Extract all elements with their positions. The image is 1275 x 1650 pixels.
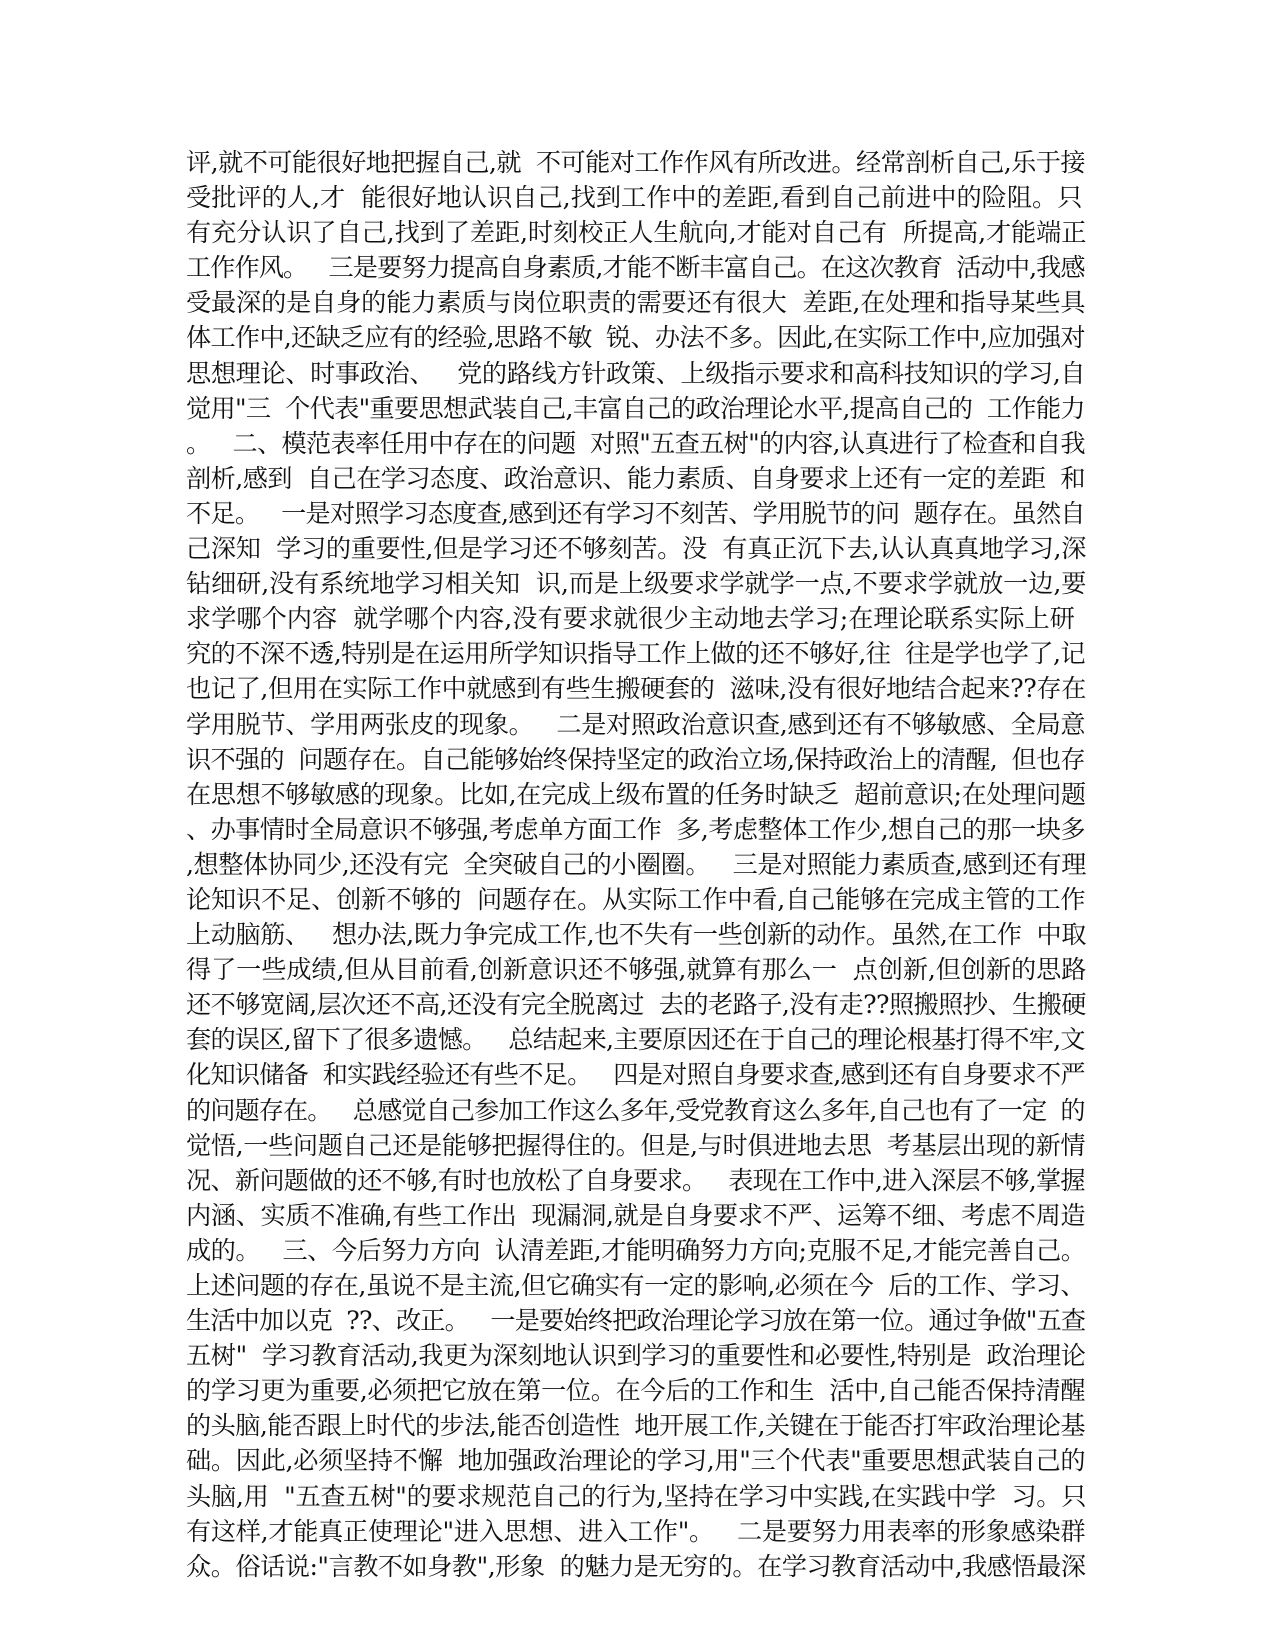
text-line: 内涵、实质不准确,有些工作出 现漏洞,就是自身要求不严、运筹不细、考虑不周造 [186, 1200, 1086, 1230]
text-line: 究的不深不透,特别是在运用所学知识指导工作上做的还不够好,往 往是学也学了,记 [186, 639, 1086, 669]
text-line: 评,就不可能很好地把握自己,就 不可能对工作作风有所改进。经常剖析自己,乐于接 [186, 148, 1086, 177]
text-line: 础。因此,必须坚持不懈 地加强政治理论的学习,用"三个代表"重要思想武装自己的 [186, 1446, 1086, 1476]
text-line: 体工作中,还缺乏应有的经验,思路不敏 锐、办法不多。因此,在实际工作中,应加强对 [186, 323, 1085, 353]
text-line: 论知识不足、创新不够的 问题存在。从实际工作中看,自己能够在完成主管的工作 [186, 884, 1086, 914]
text-line: 头脑,用 "五查五树"的要求规范自己的行为,坚持在学习中实践,在实践中学 习。只 [186, 1481, 1087, 1511]
text-line: 在思想不够敏感的现象。比如,在完成上级布置的任务时缺乏 超前意识;在处理问题 [186, 779, 1086, 809]
text-line: 己深知 学习的重要性,但是学习还不够刻苦。没 有真正沉下去,认认真真地学习,深 [186, 534, 1087, 564]
body-text [186, 145, 1086, 1584]
text-line: 况、新问题做的还不够,有时也放松了自身要求。 表现在工作中,进入深层不够,掌握 [186, 1165, 1085, 1195]
text-line: ,想整体协同少,还没有完 全突破自己的小圈圈。 三是对照能力素质查,感到还有理 [186, 849, 1086, 879]
text-line: 不足。 一是对照学习态度查,感到还有学习不刻苦、学用脱节的问 题存在。虽然自 [186, 498, 1085, 528]
text-line: 成的。 三、今后努力方向 认清差距,才能明确努力方向;克服不足,才能完善自己。 [186, 1235, 1086, 1265]
text-line: 剖析,感到 自己在学习态度、政治意识、能力素质、自身要求上还有一定的差距 和 [186, 463, 1086, 493]
text-line: 思想理论、时事政治、 党的路线方针政策、上级指示要求和高科技知识的学习,自 [186, 358, 1086, 388]
text-line: 求学哪个内容 就学哪个内容,没有要求就很少主动地去学习;在理论联系实际上研 [186, 604, 1075, 634]
text-line: 觉悟,一些问题自己还是能够把握得住的。但是,与时俱进地去思 考基层出现的新情 [186, 1130, 1086, 1160]
text-line: 有这样,才能真正使理论"进入思想、进入工作"。 二是要努力用表率的形象感染群 [186, 1516, 1086, 1546]
text-line: 工作作风。 三是要努力提高自身素质,才能不断丰富自己。在这次教育 活动中,我感 [186, 253, 1085, 283]
text-line: 上动脑筋、 想办法,既力争完成工作,也不失有一些创新的动作。虽然,在工作 中取 [186, 920, 1086, 950]
text-line: 的头脑,能否跟上时代的步法,能否创造性 地开展工作,关键在于能否打牢政治理论基 [186, 1411, 1086, 1441]
text-line: 还不够宽阔,层次还不高,还没有完全脱离过 去的老路子,没有走??照搬照抄、生搬硬 [186, 990, 1086, 1020]
text-line: 学用脱节、学用两张皮的现象。 二是对照政治意识查,感到还有不够敏感、全局意 [186, 709, 1086, 739]
text-line: 五树" 学习教育活动,我更为深刻地认识到学习的重要性和必要性,特别是 政治理论 [186, 1341, 1086, 1371]
text-line: 觉用"三 个代表"重要思想武装自己,丰富自己的政治理论水平,提高自己的 工作能力 [186, 393, 1085, 423]
text-line: 识不强的 问题存在。自己能够始终保持坚定的政治立场,保持政治上的清醒, 但也存 [186, 744, 1085, 774]
text-line: 套的误区,留下了很多遗憾。 总结起来,主要原因还在于自己的理论根基打得不牢,文 [186, 1025, 1085, 1055]
text-line: 生活中加以克 ??、改正。 一是要始终把政治理论学习放在第一位。通过争做"五查 [186, 1306, 1086, 1336]
text-line: 上述问题的存在,虽说不是主流,但它确实有一定的影响,必须在今 后的工作、学习、 [186, 1271, 1086, 1300]
text-line: 受最深的是自身的能力素质与岗位职责的需要还有很大 差距,在处理和指导某些具 [186, 288, 1086, 318]
text-line: 也记了,但用在实际工作中就感到有些生搬硬套的 滋味,没有很好地结合起来??存在 [186, 674, 1087, 704]
text-line: 众。俗话说:"言教不如身教",形象 的魅力是无穷的。在学习教育活动中,我感悟最深 [186, 1551, 1086, 1581]
text-line: 有充分认识了自己,找到了差距,时刻校正人生航向,才能对自己有 所提高,才能端正 [186, 218, 1087, 248]
text-line: 的学习更为重要,必须把它放在第一位。在今后的工作和生 活中,自己能否保持清醒 [186, 1376, 1086, 1406]
text-line: 、办事情时全局意识不够强,考虑单方面工作 多,考虑整体工作少,想自己的那一块多 [186, 814, 1086, 844]
text-line: 化知识储备 和实践经验还有些不足。 四是对照自身要求查,感到还有自身要求不严 [186, 1060, 1085, 1090]
text-line: 的问题存在。 总感觉自己参加工作这么多年,受党教育这么多年,自己也有了一定 的 [186, 1095, 1085, 1125]
text-line: 得了一些成绩,但从目前看,创新意识还不够强,就算有那么一 点创新,但创新的思路 [186, 955, 1087, 985]
text-line: 钻细研,没有系统地学习相关知 识,而是上级要求学就学一点,不要求学就放一边,要 [186, 569, 1087, 599]
text-line: 受批评的人,才 能很好地认识自己,找到工作中的差距,看到自己前进中的险阻。只 [186, 183, 1083, 213]
text-line: 。 二、模范表率任用中存在的问题 对照"五查五树"的内容,认真进行了检查和自我 [186, 428, 1085, 458]
